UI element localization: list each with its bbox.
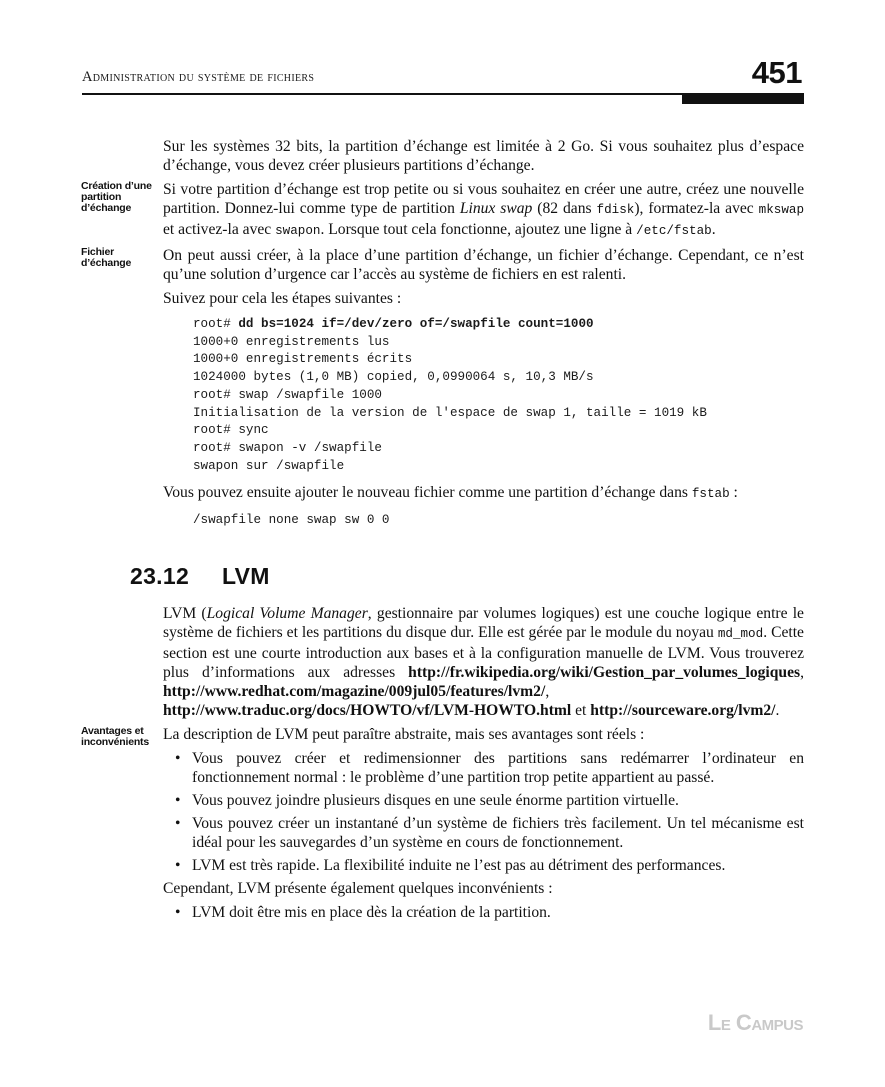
intro-paragraph: Sur les systèmes 32 bits, la partition d’échange est limitée à 2 Go. Si vous souhaitez plus d’espace d’échange, vous devez créer plusieurs partitions d’échange. [163,138,804,174]
avantages-intro: La description de LVM peut paraître abstraite, mais ses avantages sont réels : [163,726,645,744]
url-traduc: http://www.traduc.org/docs/HOWTO/vf/LVM-HOWTO.html [163,702,572,720]
list-item: • LVM est très rapide. La flexibilité induite ne l’est pas au détriment des performances. [163,856,804,875]
code-line [193,316,804,334]
section-heading [130,563,804,590]
code-block [193,316,804,475]
code-line: Initialisation de la version de l'espace de swap 1, taille = 1019 kB [193,405,707,420]
text-run: : [729,484,738,502]
code-line: root# swap /swapfile 1000 [193,387,382,402]
page-header [82,55,804,104]
inline-code: fdisk [596,203,635,217]
creation-paragraph [163,180,804,241]
section-title: LVM [222,563,270,590]
text-run: et activez-la avec [163,221,276,238]
text-run: . [775,702,780,720]
url-redhat: http://www.redhat.com/magazine/009jul05/features/lvm2/ [163,683,546,701]
margin-note-fichier: Fichier d’échange [81,246,132,269]
margin-note-avantages: Avantages et inconvénients [81,725,149,749]
code-command: dd bs=1024 if=/dev/zero of=/swapfile count=1000 [238,317,594,331]
code-line: 1000+0 enregistrements écrits [193,352,413,367]
cons-intro: Cependant, LVM présente également quelques inconvénients : [163,880,553,898]
lvm-paragraph [163,604,804,720]
section-number: 23.12 [130,563,190,590]
inline-code: swapon [275,224,321,238]
inline-code: fstab [691,487,730,502]
emphasis: Logical Volume Manager [206,605,368,623]
list-item: • LVM doit être mis en place dès la création de la partition. [163,903,804,922]
list-item: • Vous pouvez joindre plusieurs disques en une seule énorme partition virtuelle. [163,791,804,810]
url-wikipedia: http://fr.wikipedia.org/wiki/Gestion_par_volumes_logiques [408,664,801,682]
code-line: swapon sur /swapfile [193,458,345,473]
text-run: et [571,702,591,720]
text-run: , [545,683,550,701]
page-number: 451 [751,55,802,90]
text-run: Si votre partition d’échange est trop petite ou si vous souhaitez en créer une autre, créez une nouvelle partition. Donnez-lui comme type de partition [163,181,804,217]
text-run: . Cette section est une courte introduction aux bases et à la configuration manuelle de LVM. Vous trouverez plus d’informations aux adresses [163,624,804,682]
code-line: 1000+0 enregistrements lus [193,334,390,349]
advantages-list [163,749,804,875]
creation-section [81,180,805,241]
cons-list [163,903,804,922]
list-item: • Vous pouvez créer un instantané d’un système de fichiers très facilement. Un tel mécanisme est idéal pour les sauvegardes d’un système en cours de fonctionnement. [163,814,804,852]
emphasis: Linux swap [459,200,533,217]
running-title: Administration du système de fichiers [82,69,315,85]
text-run: LVM ( [163,605,207,623]
inline-code: mkswap [758,203,805,217]
fstab-code [193,512,804,530]
avantages-section [81,725,804,749]
inline-code: md_mod [717,627,764,642]
code-line: root# sync [193,423,269,438]
fstab-paragraph [163,483,804,504]
text-run: Vous pouvez ensuite ajouter le nouveau fichier comme une partition d’échange dans [163,484,692,502]
steps-intro: Suivez pour cela les étapes suivantes : [163,290,402,307]
text-run: (82 dans [532,200,597,217]
text-run: . [711,221,716,238]
text-run: . Lorsque tout cela fonctionne, ajoutez une ligne à [320,221,637,238]
inline-code: /etc/fstab [636,224,712,238]
code-prompt: root# [193,317,239,331]
margin-note-creation: Création d’une partition d’échange [81,180,152,214]
text-run: ), formatez-la avec [634,200,759,217]
fichier-section [81,246,804,284]
fichier-paragraph: On peut aussi créer, à la place d’une partition d’échange, un fichier d’échange. Cependant, ce n’est qu’une solution d’urgence car l’accès au système de fichiers en est ralenti. [163,247,804,283]
code-line: root# swapon -v /swapfile [193,440,382,455]
publisher-logo: Le Campus [707,1010,803,1035]
code-line: /swapfile none swap sw 0 0 [193,513,390,528]
url-sourceware: http://sourceware.org/lvm2/ [590,702,776,720]
page-body [81,137,805,926]
header-bar [682,93,804,104]
text-run: , [800,664,804,682]
list-item: • Vous pouvez créer et redimensionner des partitions sans redémarrer l’ordinateur en fonctionnement normal : le problème d’une partition trop petite appartient au passé. [163,749,804,787]
code-line: 1024000 bytes (1,0 MB) copied, 0,0990064 s, 10,3 MB/s [193,370,594,385]
text-run: , gestionnaire par volumes logiques) est une couche logique entre le système de fichiers et les partitions du disque dur. Elle est gérée par le module du noyau [163,605,804,642]
